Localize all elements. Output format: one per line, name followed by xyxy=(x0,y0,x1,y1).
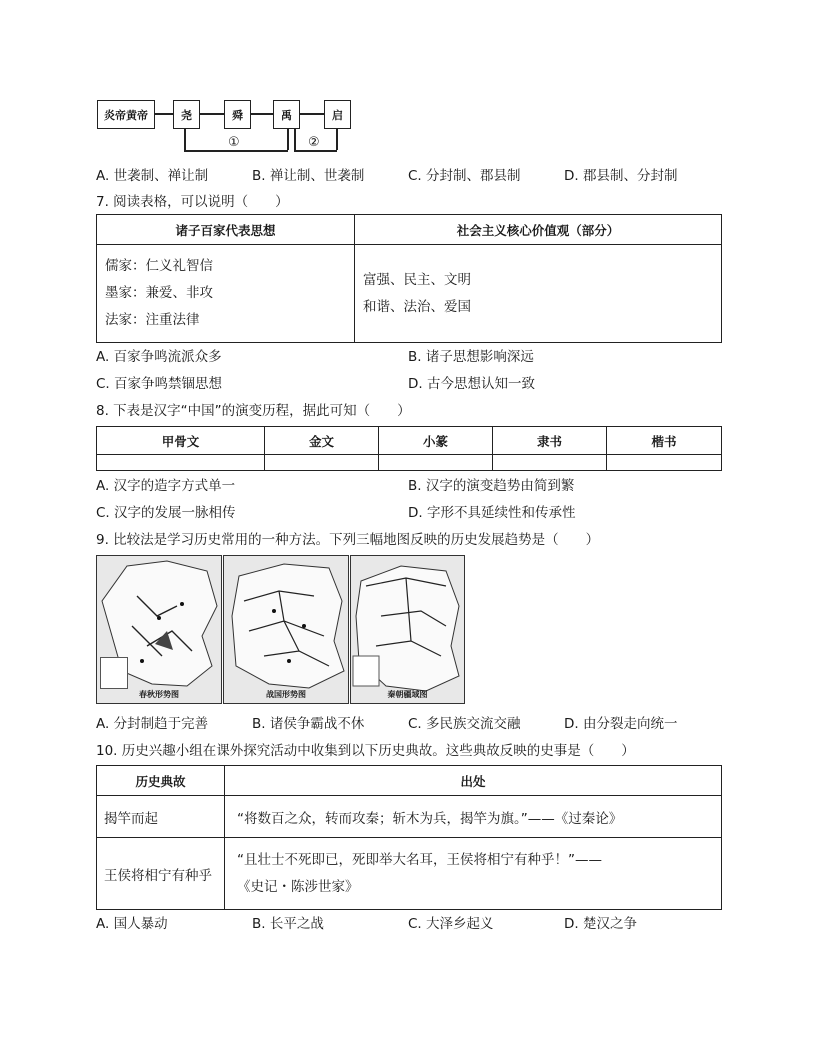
q6-option-d[interactable]: D. 郡县制、分封制 xyxy=(564,168,678,184)
diagram-node-yu: 禹 xyxy=(273,100,300,129)
q10-source-2: “且壮士不死即已，死即举大名耳，王侯将相宁有种乎！”—— xyxy=(237,851,602,868)
q6-option-b[interactable]: B. 禅让制、世袭制 xyxy=(252,168,365,184)
q7-option-a[interactable]: A. 百家争鸣流派众多 xyxy=(96,349,222,365)
diagram-node-shun: 舜 xyxy=(224,100,251,129)
bracket-2 xyxy=(336,128,338,150)
q8-cell xyxy=(493,455,607,471)
diagram-connector xyxy=(251,113,273,115)
bracket-2 xyxy=(294,150,337,152)
bracket-1 xyxy=(184,150,288,152)
q7-school-line: 法家：注重法律 xyxy=(105,312,200,328)
bracket-1 xyxy=(287,128,289,150)
bracket-1 xyxy=(184,128,186,150)
q7-school-line: 儒家：仁义礼智信 xyxy=(105,258,213,274)
q9-option-c[interactable]: C. 多民族交流交融 xyxy=(408,716,521,732)
q8-option-a[interactable]: A. 汉字的造字方式单一 xyxy=(96,478,236,494)
diagram-node-yao: 尧 xyxy=(173,100,200,129)
q9-option-b[interactable]: B. 诸侯争霸战不休 xyxy=(252,716,365,732)
q8-option-b[interactable]: B. 汉字的演变趋势由简到繁 xyxy=(408,478,575,494)
map-caption-qin-territory: 秦朝疆域图 xyxy=(387,690,428,699)
q10-option-a[interactable]: A. 国人暴动 xyxy=(96,916,168,932)
q8-option-c[interactable]: C. 汉字的发展一脉相传 xyxy=(96,505,236,521)
q8-header-lishu: 隶书 xyxy=(493,427,607,455)
q6-option-c[interactable]: C. 分封制、郡县制 xyxy=(408,168,521,184)
q7-stem: 7. 阅读表格，可以说明（ ） xyxy=(96,194,289,210)
map-legend xyxy=(100,657,128,689)
q8-cell xyxy=(607,455,722,471)
q8-cell xyxy=(379,455,493,471)
bracket-2 xyxy=(294,128,296,150)
map-caption-warring-states: 战国形势图 xyxy=(266,690,306,699)
q8-option-d[interactable]: D. 字形不具延续性和传承性 xyxy=(408,505,576,521)
q10-source-2-line2: 《史记・陈涉世家》 xyxy=(237,878,359,895)
q10-source-2-cell xyxy=(225,838,722,910)
diagram-connector xyxy=(300,113,324,115)
q10-story-1: 揭竿而起 xyxy=(97,796,225,838)
q7-header-left: 诸子百家代表思想 xyxy=(97,215,355,245)
q7-option-c[interactable]: C. 百家争鸣禁锢思想 xyxy=(96,376,223,392)
q8-header-jiaguwen: 甲骨文 xyxy=(97,427,265,455)
q10-option-d[interactable]: D. 楚汉之争 xyxy=(564,916,637,932)
q7-cell-schools xyxy=(97,245,355,343)
map-warring-states-image xyxy=(224,556,348,703)
q9-stem: 9. 比较法是学习历史常用的一种方法。下列三幅地图反映的历史发展趋势是（ ） xyxy=(96,532,600,548)
mark-2: ② xyxy=(308,135,320,150)
q8-header-jinwen: 金文 xyxy=(265,427,379,455)
q10-header-story: 历史典故 xyxy=(97,766,225,796)
q10-story-2: 王侯将相宁有种乎 xyxy=(97,838,225,910)
map-warring-states xyxy=(223,555,349,704)
diagram-connector xyxy=(155,113,173,115)
q8-cell xyxy=(97,455,265,471)
q7-option-b[interactable]: B. 诸子思想影响深远 xyxy=(408,349,534,365)
map-spring-autumn xyxy=(96,555,222,704)
q10-header-source: 出处 xyxy=(225,766,722,796)
q9-option-d[interactable]: D. 由分裂走向统一 xyxy=(564,716,678,732)
diagram-node-qi: 启 xyxy=(324,100,351,129)
q10-option-b[interactable]: B. 长平之战 xyxy=(252,916,324,932)
q7-value-line: 和谐、法治、爱国 xyxy=(363,298,471,315)
q7-table xyxy=(96,214,722,343)
q7-value-line: 富强、民主、文明 xyxy=(363,271,471,288)
map-qin-territory-image xyxy=(351,556,464,703)
q9-option-a[interactable]: A. 分封制趋于完善 xyxy=(96,716,209,732)
q8-cell xyxy=(265,455,379,471)
q8-table xyxy=(96,426,722,471)
q7-cell-values xyxy=(355,245,722,343)
map-caption-spring-autumn: 春秋形势图 xyxy=(139,690,179,699)
map-qin-territory xyxy=(350,555,465,704)
q10-stem: 10. 历史兴趣小组在课外探究活动中收集到以下历史典故。这些典故反映的史事是（ ） xyxy=(96,743,635,759)
diagram-node-yandi-huangdi: 炎帝黄帝 xyxy=(97,100,155,129)
q7-header-right: 社会主义核心价值观（部分） xyxy=(355,215,722,245)
q8-header-kaishu: 楷书 xyxy=(607,427,722,455)
diagram-connector xyxy=(200,113,224,115)
q10-option-c[interactable]: C. 大泽乡起义 xyxy=(408,916,494,932)
q8-stem: 8. 下表是汉字“中国”的演变历程，据此可知（ ） xyxy=(96,403,411,419)
q10-source-1: “将数百之众，转而攻秦；斩木为兵，揭竿为旗。”——《过秦论》 xyxy=(225,796,722,838)
q6-option-a[interactable]: A. 世袭制、禅让制 xyxy=(96,168,209,184)
mark-1: ① xyxy=(228,135,240,150)
q10-table xyxy=(96,765,722,910)
q8-header-xiaozhuan: 小篆 xyxy=(379,427,493,455)
q7-school-line: 墨家：兼爱、非攻 xyxy=(105,285,213,301)
q7-option-d[interactable]: D. 古今思想认知一致 xyxy=(408,376,535,392)
